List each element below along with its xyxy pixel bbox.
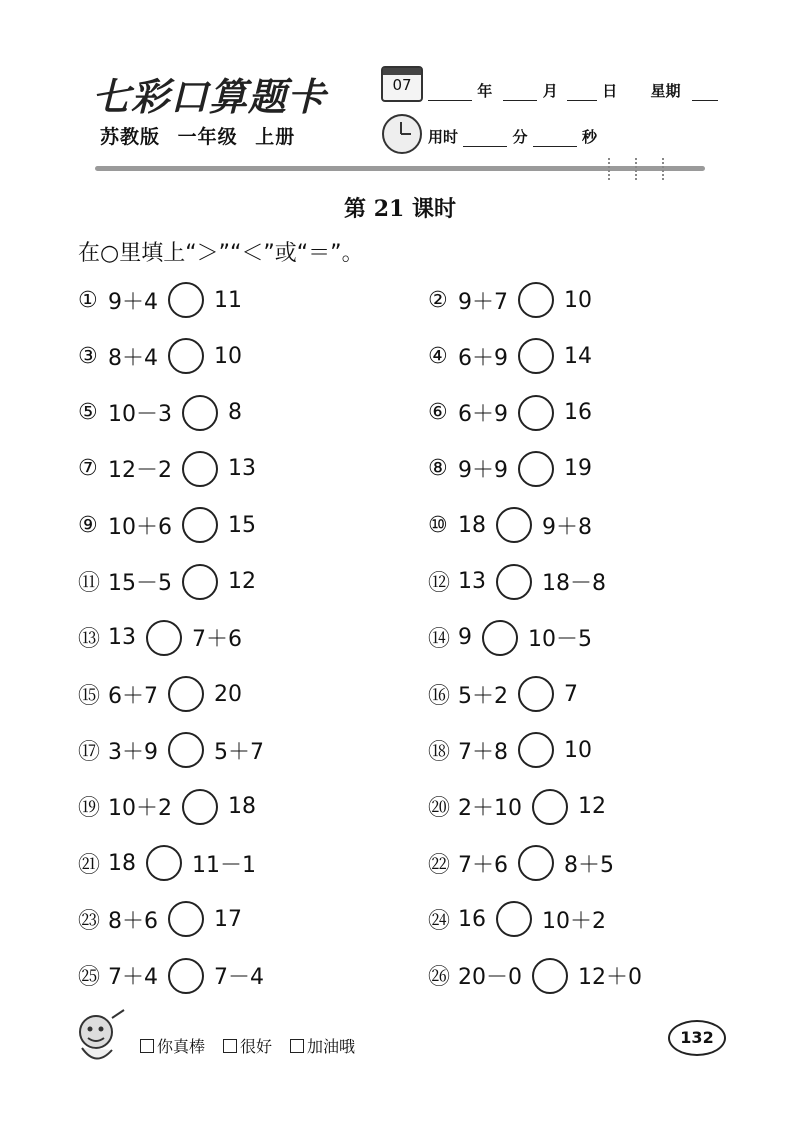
left-expression: 7＋8 xyxy=(458,739,508,765)
weekday-label: 星期 xyxy=(650,82,681,100)
answer-circle[interactable] xyxy=(182,564,218,600)
exercise-item xyxy=(78,336,242,376)
exercise-item xyxy=(428,449,592,489)
edition-label: 苏教版 一年级 上册 xyxy=(100,126,296,148)
calendar-icon xyxy=(381,66,423,102)
exercise-item xyxy=(428,730,592,770)
answer-circle[interactable] xyxy=(168,732,204,768)
weekday-blank[interactable] xyxy=(692,86,718,101)
left-expression: 6＋9 xyxy=(458,402,508,428)
item-number: ⑨ xyxy=(78,512,98,538)
year-blank[interactable] xyxy=(428,86,472,101)
left-expression: 6＋7 xyxy=(108,683,158,709)
right-expression: 15 xyxy=(228,512,256,538)
exercise-item xyxy=(428,843,614,883)
instruction-text: 在○里填上“＞”“＜”或“＝”。 xyxy=(78,241,364,266)
item-number: ⑩ xyxy=(428,512,448,538)
item-number: ② xyxy=(428,287,448,313)
left-expression: 10＋2 xyxy=(108,796,172,822)
exercise-item xyxy=(78,843,256,883)
exercise-item xyxy=(428,787,606,827)
checkbox-icon xyxy=(223,1039,237,1053)
self-review xyxy=(140,1034,355,1057)
item-number: ㉖ xyxy=(428,965,451,991)
exercise-item xyxy=(78,730,264,770)
day-label: 日 xyxy=(602,82,618,100)
right-expression: 10 xyxy=(564,737,592,763)
item-number: ㉓ xyxy=(78,908,101,934)
left-expression: 18 xyxy=(458,512,486,538)
exercise-item xyxy=(78,449,256,489)
right-expression: 10＋2 xyxy=(542,908,606,934)
item-number: ③ xyxy=(78,343,98,369)
answer-circle[interactable] xyxy=(496,507,532,543)
minutes-label: 分 xyxy=(512,128,528,146)
left-expression: 20－0 xyxy=(458,965,522,991)
right-expression: 10－5 xyxy=(528,627,592,653)
exercise-item xyxy=(428,393,592,433)
left-expression: 15－5 xyxy=(108,571,172,596)
right-expression: 16 xyxy=(564,400,592,426)
left-expression: 16 xyxy=(458,906,486,932)
answer-circle[interactable] xyxy=(168,338,204,374)
right-expression: 7＋6 xyxy=(192,627,242,653)
left-expression: 13 xyxy=(108,625,136,651)
right-expression: 5＋7 xyxy=(214,739,264,765)
right-expression: 10 xyxy=(564,287,592,313)
time-line xyxy=(428,126,597,147)
answer-circle[interactable] xyxy=(482,620,518,656)
right-expression: 13 xyxy=(228,456,256,482)
review-label: 你真棒 xyxy=(157,1037,206,1056)
item-number: ㉑ xyxy=(78,852,101,878)
item-number: ⑱ xyxy=(428,739,451,765)
answer-circle[interactable] xyxy=(518,732,554,768)
right-expression: 12＋0 xyxy=(578,965,642,991)
exercise-item xyxy=(78,562,256,602)
date-line xyxy=(428,80,718,101)
left-expression: 5＋2 xyxy=(458,683,508,709)
item-number: ㉕ xyxy=(78,965,101,991)
seconds-blank[interactable] xyxy=(533,132,577,147)
right-expression: 12 xyxy=(228,569,256,594)
left-expression: 9＋9 xyxy=(458,458,508,484)
right-expression: 11－1 xyxy=(192,852,256,878)
item-number: ⑤ xyxy=(78,400,98,426)
item-number: ① xyxy=(78,287,98,313)
seconds-label: 秒 xyxy=(581,128,597,146)
answer-circle[interactable] xyxy=(518,676,554,712)
exercise-item xyxy=(428,505,592,545)
time-prefix: 用时 xyxy=(428,128,459,146)
exercise-item xyxy=(78,956,264,996)
review-option-try-harder[interactable] xyxy=(290,1034,355,1057)
answer-circle[interactable] xyxy=(168,958,204,994)
exercise-item xyxy=(78,280,242,320)
right-expression: 11 xyxy=(214,287,242,313)
answer-circle[interactable] xyxy=(168,676,204,712)
review-option-good[interactable] xyxy=(223,1034,272,1057)
left-expression: 7＋6 xyxy=(458,852,508,878)
day-blank[interactable] xyxy=(567,86,597,101)
left-expression: 6＋9 xyxy=(458,345,508,371)
exercise-item xyxy=(428,280,592,320)
right-expression: 12 xyxy=(578,794,606,820)
item-number: ⑦ xyxy=(78,456,98,482)
item-number: ⑮ xyxy=(78,683,101,709)
right-expression: 7－4 xyxy=(214,965,264,991)
answer-circle[interactable] xyxy=(146,620,182,656)
item-number: ④ xyxy=(428,343,448,369)
review-label: 加油哦 xyxy=(307,1037,356,1056)
right-expression: 10 xyxy=(214,343,242,369)
minutes-blank[interactable] xyxy=(463,132,507,147)
answer-circle[interactable] xyxy=(182,395,218,431)
item-number: ⑥ xyxy=(428,400,448,426)
answer-circle[interactable] xyxy=(168,282,204,318)
item-number: ㉔ xyxy=(428,908,451,934)
checkbox-icon xyxy=(140,1039,154,1053)
right-expression: 18 xyxy=(228,794,256,820)
left-expression: 2＋10 xyxy=(458,796,522,822)
answer-circle[interactable] xyxy=(532,789,568,825)
left-expression: 8＋6 xyxy=(108,908,158,934)
left-expression: 7＋4 xyxy=(108,965,158,991)
exercise-item xyxy=(428,562,606,602)
exercise-item xyxy=(78,899,242,939)
clock-icon xyxy=(382,114,422,154)
answer-circle[interactable] xyxy=(146,845,182,881)
exercise-item xyxy=(428,899,606,939)
month-label: 月 xyxy=(542,82,558,100)
exercise-item xyxy=(78,505,256,545)
answer-circle[interactable] xyxy=(518,845,554,881)
right-expression: 19 xyxy=(564,456,592,482)
divider-knob xyxy=(608,158,616,180)
exercise-item xyxy=(78,787,256,827)
left-expression: 9 xyxy=(458,625,472,651)
brand-title: 七彩口算题卡 xyxy=(92,74,327,119)
review-option-great[interactable] xyxy=(140,1034,205,1057)
left-expression: 9＋7 xyxy=(458,289,508,315)
item-number: ㉒ xyxy=(428,852,451,878)
right-expression: 8＋5 xyxy=(564,852,614,878)
answer-circle[interactable] xyxy=(182,507,218,543)
divider-knob xyxy=(635,158,643,180)
left-expression: 10＋6 xyxy=(108,514,172,540)
left-expression: 10－3 xyxy=(108,402,172,428)
item-number: ⑲ xyxy=(78,796,101,822)
item-number: ⑳ xyxy=(428,796,451,822)
item-number: ⑬ xyxy=(78,627,101,653)
item-number: ⑭ xyxy=(428,627,451,653)
item-number: ⑰ xyxy=(78,739,101,765)
item-number: ⑯ xyxy=(428,683,451,709)
left-expression: 18 xyxy=(108,850,136,876)
right-expression: 8 xyxy=(228,400,242,426)
answer-circle[interactable] xyxy=(168,901,204,937)
right-expression: 7 xyxy=(564,681,578,707)
review-label: 很好 xyxy=(240,1037,273,1056)
exercise-item xyxy=(78,674,242,714)
left-expression: 9＋4 xyxy=(108,289,158,315)
exercise-item xyxy=(428,674,578,714)
year-label: 年 xyxy=(477,82,493,100)
exercise-item xyxy=(428,618,592,658)
answer-circle[interactable] xyxy=(518,282,554,318)
answer-circle[interactable] xyxy=(518,338,554,374)
item-number: ⑪ xyxy=(78,571,101,596)
mascot-icon xyxy=(70,1008,128,1068)
month-blank[interactable] xyxy=(503,86,537,101)
left-expression: 12－2 xyxy=(108,458,172,484)
lesson-title: 第 21 课时 xyxy=(344,196,456,222)
right-expression: 18－8 xyxy=(542,571,606,596)
answer-circle[interactable] xyxy=(496,901,532,937)
right-expression: 9＋8 xyxy=(542,514,592,540)
answer-circle[interactable] xyxy=(496,564,532,600)
exercise-item xyxy=(428,956,642,996)
checkbox-icon xyxy=(290,1039,304,1053)
right-expression: 14 xyxy=(564,343,592,369)
right-expression: 17 xyxy=(214,906,242,932)
item-number: ⑧ xyxy=(428,456,448,482)
answer-circle[interactable] xyxy=(182,451,218,487)
answer-circle[interactable] xyxy=(182,789,218,825)
right-expression: 20 xyxy=(214,681,242,707)
answer-circle[interactable] xyxy=(532,958,568,994)
answer-circle[interactable] xyxy=(518,395,554,431)
divider-knob xyxy=(662,158,670,180)
item-number: ⑫ xyxy=(428,571,451,596)
left-expression: 3＋9 xyxy=(108,739,158,765)
exercise-item xyxy=(78,393,242,433)
answer-circle[interactable] xyxy=(518,451,554,487)
exercise-item xyxy=(78,618,242,658)
left-expression: 13 xyxy=(458,569,486,594)
page-number: 132 xyxy=(668,1020,726,1056)
left-expression: 8＋4 xyxy=(108,345,158,371)
calendar-day: 07 xyxy=(392,76,412,94)
exercise-item xyxy=(428,336,592,376)
